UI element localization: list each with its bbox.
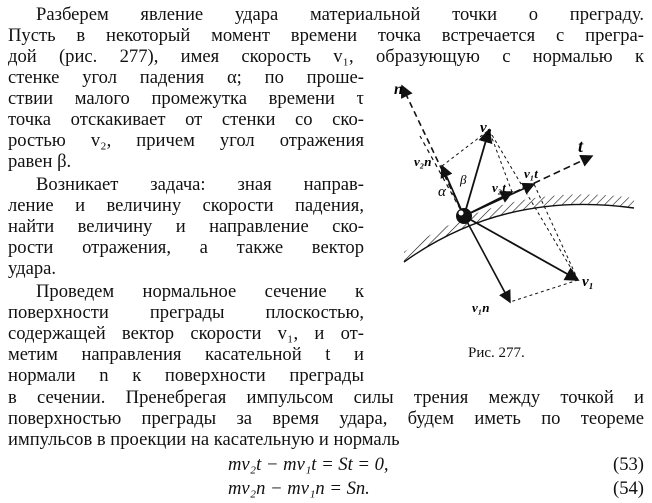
text-line: поверхности преграды плоскостью, [8, 302, 364, 323]
label-v1n: v₁n [472, 300, 490, 315]
label-n: n [394, 81, 403, 98]
text-line: Возникает задача: зная направ- [36, 174, 364, 195]
impact-diagram [364, 80, 646, 330]
material-point [456, 208, 472, 224]
label-v2t: v₂t [492, 180, 506, 195]
label-v2: v₂ [480, 120, 492, 136]
velocity-v2-arrow [464, 130, 489, 216]
equation-number: (54) [613, 478, 644, 499]
text-line: метим направления касательной t и [8, 344, 364, 365]
text-line: дой (рис. 277), имея скорость v₁, образующую с нормалью к [8, 46, 644, 67]
figure-caption: Рис. 277. [468, 345, 525, 361]
text-line: поверхностью преграды за время удара, будем иметь по теореме [8, 408, 644, 429]
text-line: точка отскакивает от стенки со ско- [8, 109, 364, 130]
text-line: импульсов в проекции на касательную и нормаль [8, 429, 400, 450]
equation-53: mv₂t − mv₁t = St = 0, [228, 454, 389, 475]
text-line: Проведем нормальное сечение к [36, 281, 364, 302]
text-line: найти величину и направление ско- [8, 216, 364, 237]
text-line: ствии малого промежутка времени τ [8, 88, 364, 109]
text-line: равен β. [8, 151, 72, 172]
text-line: нормали n к поверхности преграды [8, 365, 364, 386]
equation-54: mv₂n − mv₁n = Sn. [228, 478, 370, 499]
text-line: Пусть в некоторый момент времени точка встречается с прегра- [8, 25, 644, 46]
text-line: удара. [8, 258, 57, 279]
text-line: стенке угол падения α; по проше- [8, 67, 364, 88]
label-alpha: α [438, 184, 446, 200]
text-line: Разберем явление удара материальной точки о преграду. [36, 4, 644, 25]
label-t: t [578, 136, 584, 156]
label-v1: v₁ [582, 274, 594, 290]
text-line: ростью v₂, причем угол отражения [8, 130, 364, 151]
label-v2n: v₂n [414, 154, 432, 169]
label-beta: β [460, 172, 467, 187]
text-line: рости отражения, а также вектор [8, 237, 364, 258]
label-v1t: v₁t [524, 166, 538, 181]
equation-number: (53) [613, 454, 644, 475]
text-line: ление и величину скорости падения, [8, 195, 364, 216]
text-line: содержащей вектор скорости v₁, и от- [8, 323, 364, 344]
surface-curve [404, 194, 634, 262]
text-line: в сечении. Пренебрегая импульсом силы трения между точкой и [8, 387, 644, 408]
